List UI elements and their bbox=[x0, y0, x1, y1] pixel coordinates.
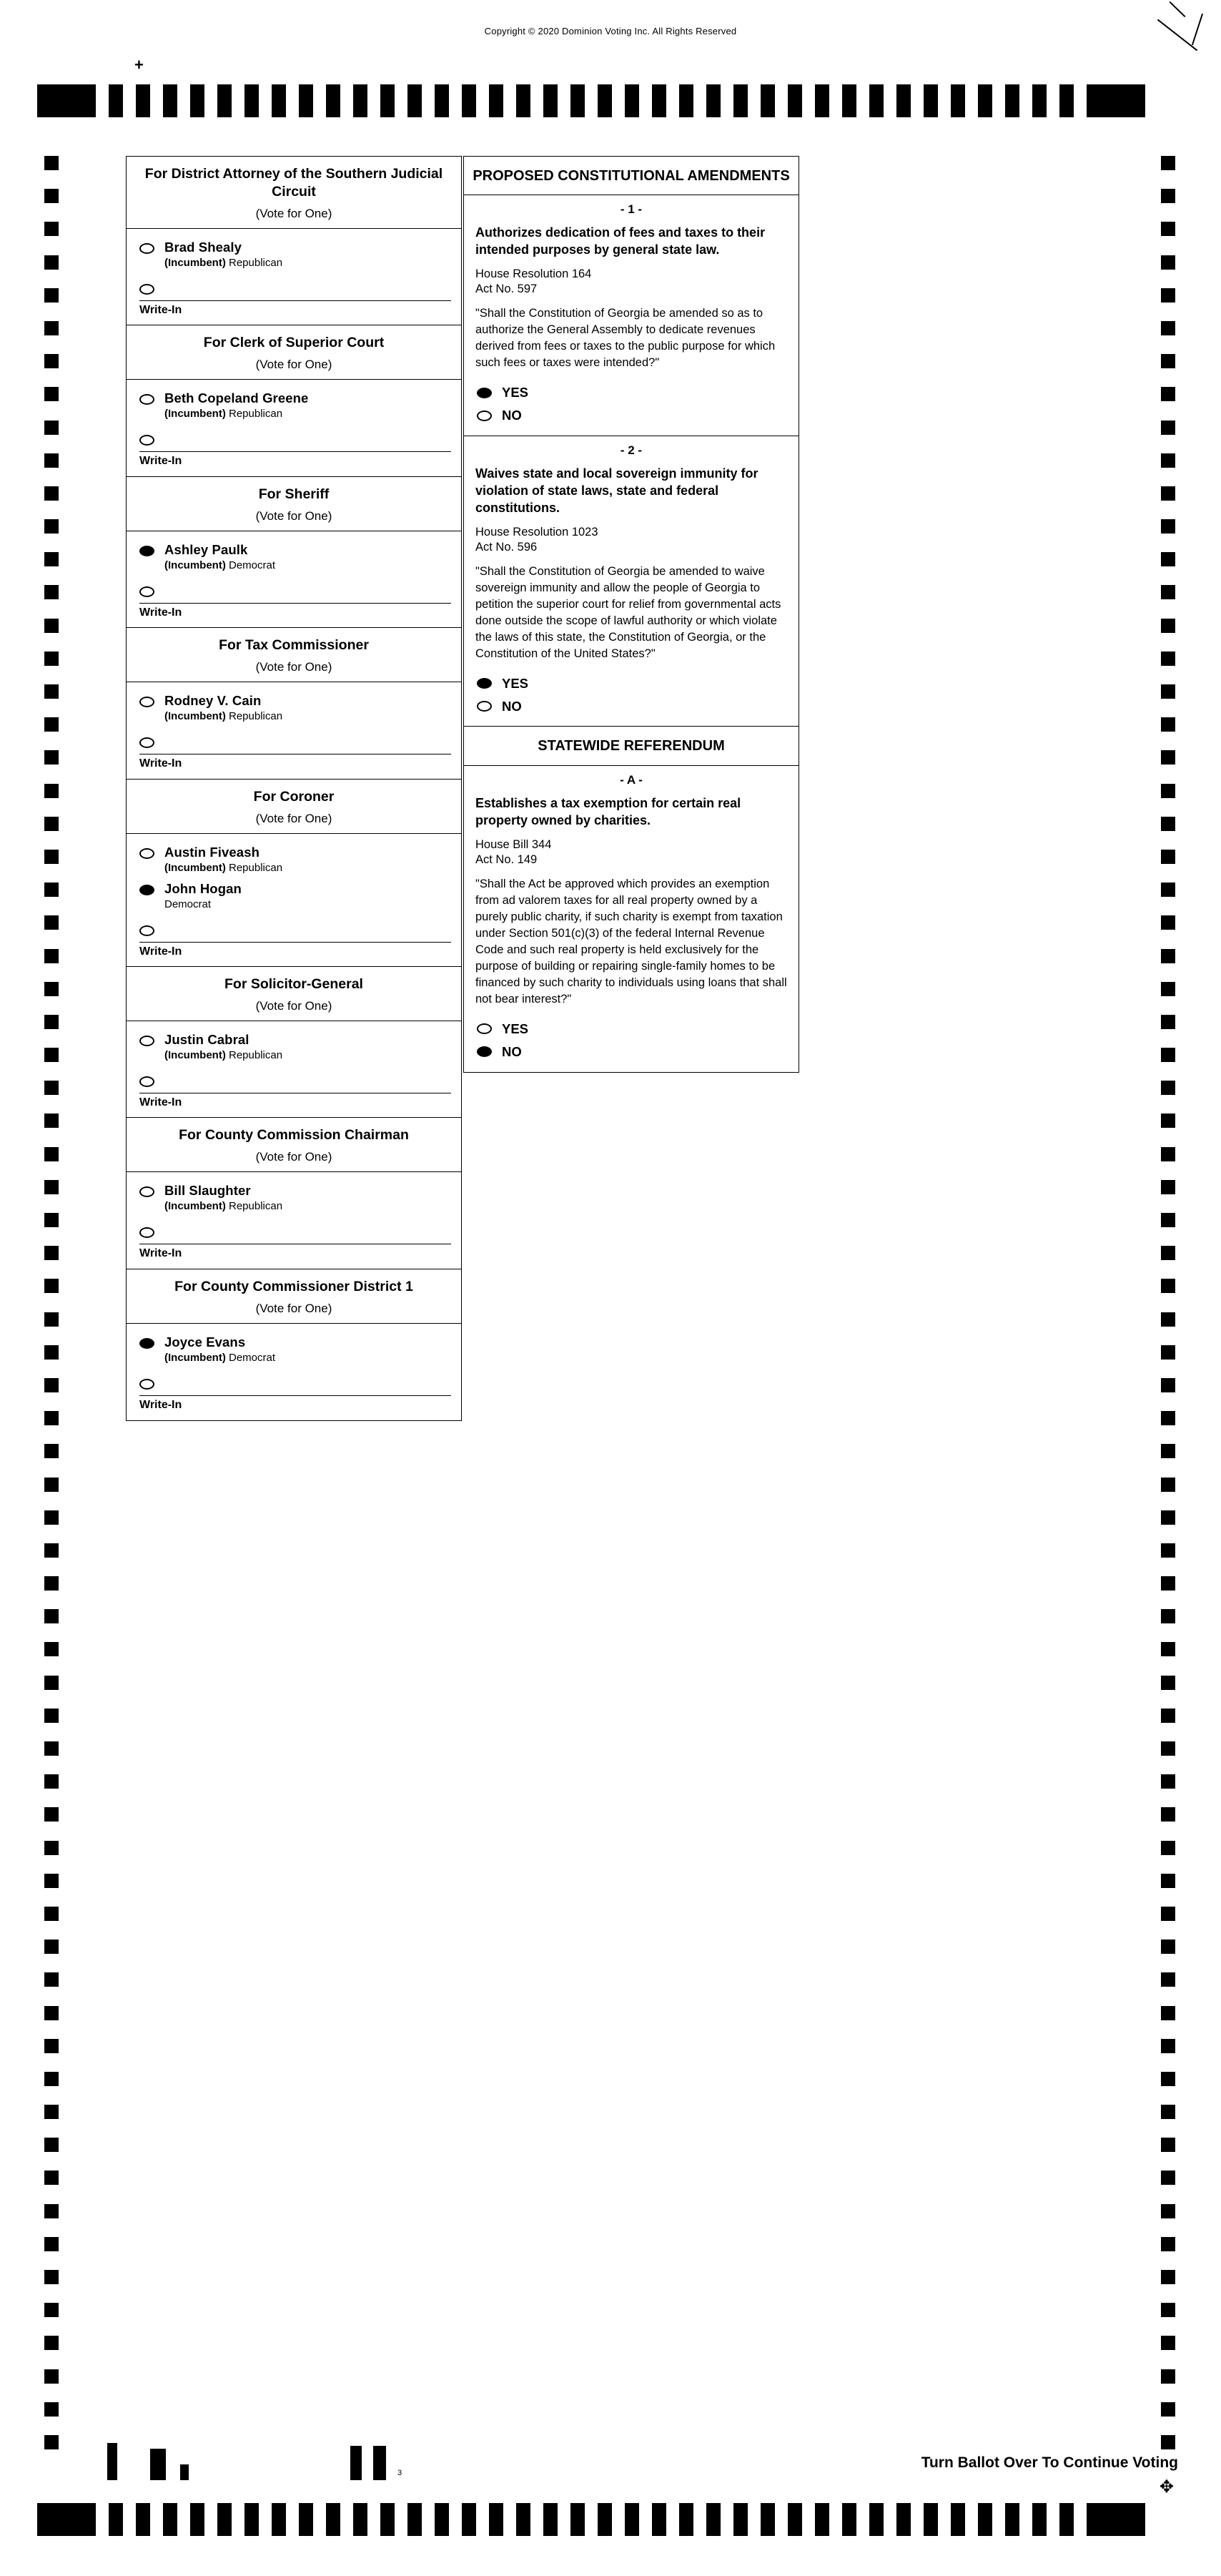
no-label: NO bbox=[502, 1043, 522, 1059]
timing-marks-bottom bbox=[37, 2503, 1190, 2536]
corner-registration-mark bbox=[1147, 0, 1211, 57]
question-option-yes[interactable] bbox=[464, 1018, 799, 1041]
question-summary: Authorizes dedication of fees and taxes to their intended purposes by general state law. bbox=[475, 225, 766, 257]
options-list bbox=[127, 1021, 461, 1065]
write-in-oval[interactable] bbox=[139, 1076, 154, 1087]
vote-for-instruction: (Vote for One) bbox=[255, 999, 332, 1013]
contest-title: For Tax Commissioner bbox=[219, 637, 369, 654]
ballot-option[interactable] bbox=[127, 387, 461, 423]
contest-block bbox=[126, 156, 462, 326]
write-in-area[interactable] bbox=[127, 1367, 461, 1420]
ballot-column-right bbox=[463, 156, 799, 1071]
ballot-option[interactable] bbox=[127, 539, 461, 575]
contest-title: For District Attorney of the Southern Judicial Circuit bbox=[144, 166, 443, 200]
question-block-a bbox=[463, 765, 799, 1073]
footer-page-number: 3 bbox=[397, 2469, 402, 2477]
write-in-area[interactable] bbox=[127, 1216, 461, 1269]
write-in-oval[interactable] bbox=[139, 1379, 154, 1390]
options-list bbox=[127, 380, 461, 423]
contest-title: For Coroner bbox=[253, 788, 335, 805]
ballot-option[interactable] bbox=[127, 1331, 461, 1367]
vote-oval[interactable] bbox=[477, 1023, 492, 1034]
copyright-notice: Copyright © 2020 Dominion Voting Inc. All Rights Reserved bbox=[484, 26, 737, 36]
write-in-area[interactable] bbox=[127, 914, 461, 967]
candidate-name: Austin Fiveash bbox=[164, 844, 259, 860]
write-in-area[interactable] bbox=[127, 423, 461, 476]
write-in-line bbox=[139, 451, 451, 452]
question-number: - 1 - bbox=[620, 202, 643, 217]
contest-block bbox=[126, 966, 462, 1119]
contest-title: For County Commission Chairman bbox=[179, 1127, 409, 1144]
candidate-name: Justin Cabral bbox=[164, 1032, 249, 1048]
write-in-area[interactable] bbox=[127, 1065, 461, 1118]
yes-label: YES bbox=[502, 1021, 529, 1036]
question-reference-line2: Act No. 149 bbox=[475, 852, 538, 866]
question-option-no[interactable] bbox=[464, 1041, 799, 1063]
write-in-label: Write-In bbox=[139, 757, 182, 770]
referendum-header-block bbox=[463, 726, 799, 766]
question-reference bbox=[464, 265, 799, 305]
write-in-oval[interactable] bbox=[139, 435, 154, 446]
question-block-1 bbox=[463, 195, 799, 436]
candidate-party: (Incumbent) Republican bbox=[164, 1200, 283, 1213]
alignment-plus-mark: + bbox=[134, 56, 144, 74]
timing-marks-top bbox=[37, 84, 1190, 117]
contest-block bbox=[126, 476, 462, 629]
vote-oval[interactable] bbox=[477, 1046, 492, 1057]
yes-label: YES bbox=[502, 675, 529, 691]
candidate-name: Joyce Evans bbox=[164, 1334, 246, 1350]
vote-oval[interactable] bbox=[139, 697, 154, 707]
vote-oval[interactable] bbox=[477, 388, 492, 398]
question-reference-line1: House Bill 344 bbox=[475, 837, 552, 851]
candidate-party: (Incumbent) Republican bbox=[164, 1049, 283, 1062]
question-options bbox=[464, 380, 799, 436]
question-reference bbox=[464, 523, 799, 564]
options-list bbox=[127, 1172, 461, 1216]
question-number: - 2 - bbox=[620, 443, 643, 457]
options-list bbox=[127, 1324, 461, 1367]
candidate-party: (Incumbent) Democrat bbox=[164, 1351, 276, 1364]
candidate-party: (Incumbent) Republican bbox=[164, 257, 283, 269]
options-list bbox=[127, 229, 461, 272]
timing-marks-left bbox=[44, 156, 59, 2468]
write-in-oval[interactable] bbox=[139, 737, 154, 748]
timing-marks-right bbox=[1161, 156, 1175, 2468]
question-reference-line1: House Resolution 1023 bbox=[475, 525, 598, 539]
registration-cross-icon: ✥ bbox=[1159, 2477, 1174, 2497]
contest-title: For County Commissioner District 1 bbox=[174, 1278, 413, 1294]
write-in-label: Write-In bbox=[139, 1398, 182, 1411]
options-list bbox=[127, 834, 461, 914]
options-list bbox=[127, 682, 461, 726]
ballot-option[interactable] bbox=[127, 236, 461, 272]
ballot-option[interactable] bbox=[127, 877, 461, 914]
vote-oval[interactable] bbox=[477, 411, 492, 421]
write-in-oval[interactable] bbox=[139, 1227, 154, 1238]
contest-title: For Sheriff bbox=[258, 486, 330, 502]
vote-oval[interactable] bbox=[139, 546, 154, 556]
candidate-name: Rodney V. Cain bbox=[164, 693, 262, 709]
question-number: - A - bbox=[620, 772, 643, 787]
write-in-label: Write-In bbox=[139, 455, 182, 468]
vote-for-instruction: (Vote for One) bbox=[255, 1150, 332, 1164]
contest-block bbox=[126, 1269, 462, 1421]
question-option-yes[interactable] bbox=[464, 672, 799, 695]
question-options bbox=[464, 1016, 799, 1072]
candidate-party: (Incumbent) Democrat bbox=[164, 559, 276, 571]
question-text: "Shall the Constitution of Georgia be amended so as to authorize the General Assembly to dedicate revenues derived from fees or taxes to the public purpose for which such fees or taxes were intended?" bbox=[475, 307, 776, 370]
write-in-oval[interactable] bbox=[139, 586, 154, 597]
contest-title: For Clerk of Superior Court bbox=[203, 335, 385, 351]
yes-label: YES bbox=[502, 385, 529, 400]
candidate-party: (Incumbent) Republican bbox=[164, 408, 283, 421]
contest-block bbox=[126, 779, 462, 968]
write-in-area[interactable] bbox=[127, 272, 461, 325]
candidate-name: John Hogan bbox=[164, 880, 242, 896]
write-in-label: Write-In bbox=[139, 1096, 182, 1109]
question-block-2 bbox=[463, 436, 799, 727]
vote-oval[interactable] bbox=[139, 1186, 154, 1197]
turn-ballot-instruction: Turn Ballot Over To Continue Voting bbox=[921, 2454, 1178, 2471]
vote-for-instruction: (Vote for One) bbox=[255, 358, 332, 372]
vote-oval[interactable] bbox=[139, 243, 154, 254]
write-in-line bbox=[139, 1395, 451, 1396]
no-label: NO bbox=[502, 408, 522, 423]
write-in-label: Write-In bbox=[139, 1247, 182, 1260]
question-reference bbox=[464, 836, 799, 876]
write-in-oval[interactable] bbox=[139, 925, 154, 936]
contest-title: For Solicitor-General bbox=[224, 976, 363, 993]
question-reference-line1: House Resolution 164 bbox=[475, 267, 592, 281]
vote-oval[interactable] bbox=[139, 1338, 154, 1349]
vote-for-instruction: (Vote for One) bbox=[255, 1301, 332, 1315]
amendments-header-block bbox=[463, 156, 799, 196]
write-in-label: Write-In bbox=[139, 304, 182, 316]
write-in-label: Write-In bbox=[139, 606, 182, 619]
vote-for-instruction: (Vote for One) bbox=[255, 508, 332, 523]
options-list bbox=[127, 531, 461, 575]
write-in-line bbox=[139, 603, 451, 604]
candidate-name: Brad Shealy bbox=[164, 240, 242, 255]
contest-block bbox=[126, 325, 462, 477]
ballot-option[interactable] bbox=[127, 841, 461, 877]
write-in-label: Write-In bbox=[139, 945, 182, 958]
write-in-oval[interactable] bbox=[139, 284, 154, 295]
question-option-yes[interactable] bbox=[464, 381, 799, 404]
vote-oval[interactable] bbox=[477, 678, 492, 689]
referendum-header: STATEWIDE REFERENDUM bbox=[538, 738, 725, 754]
question-reference-line2: Act No. 596 bbox=[475, 540, 538, 554]
question-options bbox=[464, 671, 799, 727]
vote-oval[interactable] bbox=[139, 1036, 154, 1046]
question-text: "Shall the Constitution of Georgia be amended to waive sovereign immunity and allow the people of Georgia to petition the superior court for relief from governmental acts done outside the scope of lawful authority or which violate the laws of this state, the Constitution of Georgia, or the Constitution of the United States?" bbox=[475, 564, 781, 660]
vote-oval[interactable] bbox=[139, 885, 154, 895]
write-in-line bbox=[139, 300, 451, 301]
ballot-option[interactable] bbox=[127, 1179, 461, 1216]
write-in-area[interactable] bbox=[127, 726, 461, 779]
question-summary: Waives state and local sovereign immunity for violation of state laws, state and federal constitutions. bbox=[475, 466, 758, 515]
no-label: NO bbox=[502, 698, 522, 714]
candidate-party: (Incumbent) Republican bbox=[164, 861, 283, 874]
vote-oval[interactable] bbox=[139, 848, 154, 859]
vote-oval[interactable] bbox=[139, 394, 154, 405]
question-option-no[interactable] bbox=[464, 404, 799, 427]
ballot-column-left bbox=[126, 156, 462, 1420]
contest-block bbox=[126, 627, 462, 780]
question-option-no[interactable] bbox=[464, 695, 799, 718]
vote-for-instruction: (Vote for One) bbox=[255, 207, 332, 220]
ballot-option[interactable] bbox=[127, 1028, 461, 1065]
write-in-line bbox=[139, 942, 451, 943]
question-summary: Establishes a tax exemption for certain real property owned by charities. bbox=[475, 795, 741, 827]
amendments-header: PROPOSED CONSTITUTIONAL AMENDMENTS bbox=[473, 168, 790, 184]
candidate-party: Democrat bbox=[164, 898, 212, 910]
question-reference-line2: Act No. 597 bbox=[475, 282, 538, 296]
ballot-option[interactable] bbox=[127, 689, 461, 726]
contest-block bbox=[126, 1117, 462, 1269]
write-in-area[interactable] bbox=[127, 575, 461, 628]
vote-oval[interactable] bbox=[477, 701, 492, 712]
candidate-party: (Incumbent) Republican bbox=[164, 710, 283, 723]
question-text: "Shall the Act be approved which provides an exemption from ad valorem taxes for all real property owned by a purely public charity, if such charity is exempt from taxation under Section 501(c)(3) of the federal Internal Revenue Code and such real property is held exclusively for the purpose of building or repairing single-family homes to be financed by such charity to individuals using loans that shall not bear interest?" bbox=[475, 877, 787, 1006]
candidate-name: Bill Slaughter bbox=[164, 1183, 251, 1199]
vote-for-instruction: (Vote for One) bbox=[255, 660, 332, 674]
candidate-name: Ashley Paulk bbox=[164, 541, 248, 557]
vote-for-instruction: (Vote for One) bbox=[255, 811, 332, 825]
candidate-name: Beth Copeland Greene bbox=[164, 390, 309, 406]
